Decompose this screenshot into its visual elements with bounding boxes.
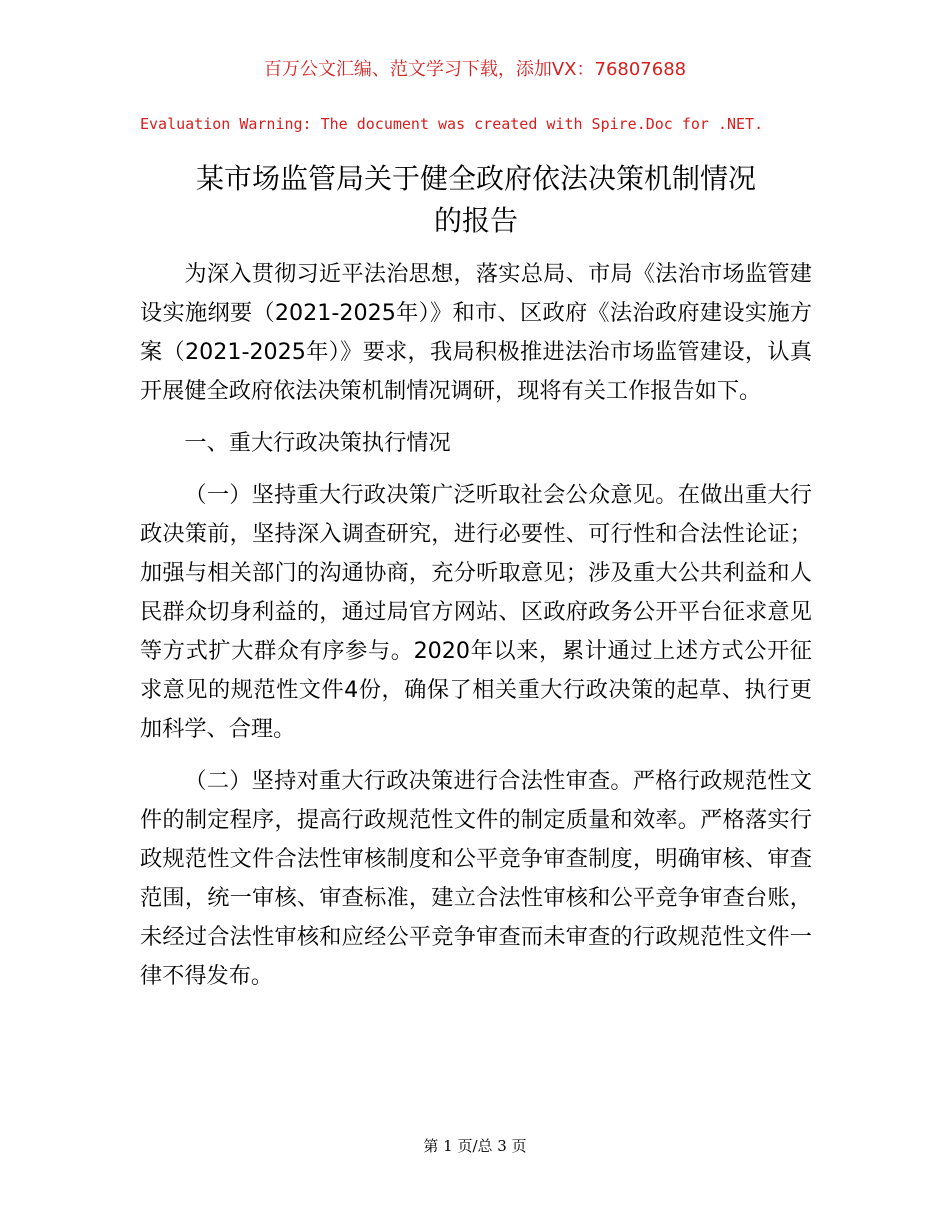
page-header-banner: 百万公文汇编、范文学习下载，添加VX：76807688 <box>263 59 687 80</box>
title-line-1: 某市场监管局关于健全政府依法决策机制情况 <box>195 162 756 195</box>
title-line-2: 的报告 <box>433 204 518 237</box>
intro-paragraph: 为深入贯彻习近平法治思想，落实总局、市局《法治市场监管建设实施纲要（2021-2025年）》和市、区政府《法治政府建设实施方案（2021-2025年）》要求，我局积极推进法治市场监管建设，认真开展健全政府依法决策机制情况调研，现将有关工作报告如下。 <box>140 261 812 404</box>
section-heading: 一、重大行政决策执行情况 <box>184 430 451 456</box>
page-number-footer: 第 1 页/总 3 页 <box>423 1137 527 1155</box>
document-title <box>140 158 812 242</box>
subsection-paragraph-1: （一）坚持重大行政决策广泛听取社会公众意见。在做出重大行政决策前，坚持深入调查研究，进行必要性、可行性和合法性论证；加强与相关部门的沟通协商，充分听取意见；涉及重大公共利益和人民群众切身利益的，通过局官方网站、区政府政务公开平台征求意见等方式扩大群众有序参与。2020年以来，累计通过上述方式公开征求意见的规范性文件4份，确保了相关重大行政决策的起草、执行更加科学、合理。 <box>140 482 812 742</box>
document-body <box>140 255 812 1009</box>
evaluation-warning: Evaluation Warning: The document was created with Spire.Doc for .NET. <box>140 115 764 133</box>
subsection-paragraph-2: （二）坚持对重大行政决策进行合法性审查。严格行政规范性文件的制定程序，提高行政规范性文件的制定质量和效率。严格落实行政规范性文件合法性审核制度和公平竞争审查制度，明确审核、审查范围，统一审核、审查标准，建立合法性审核和公平竞争审查台账，未经过合法性审核和应经公平竞争审查而未审查的行政规范性文件一律不得发布。 <box>140 768 812 989</box>
